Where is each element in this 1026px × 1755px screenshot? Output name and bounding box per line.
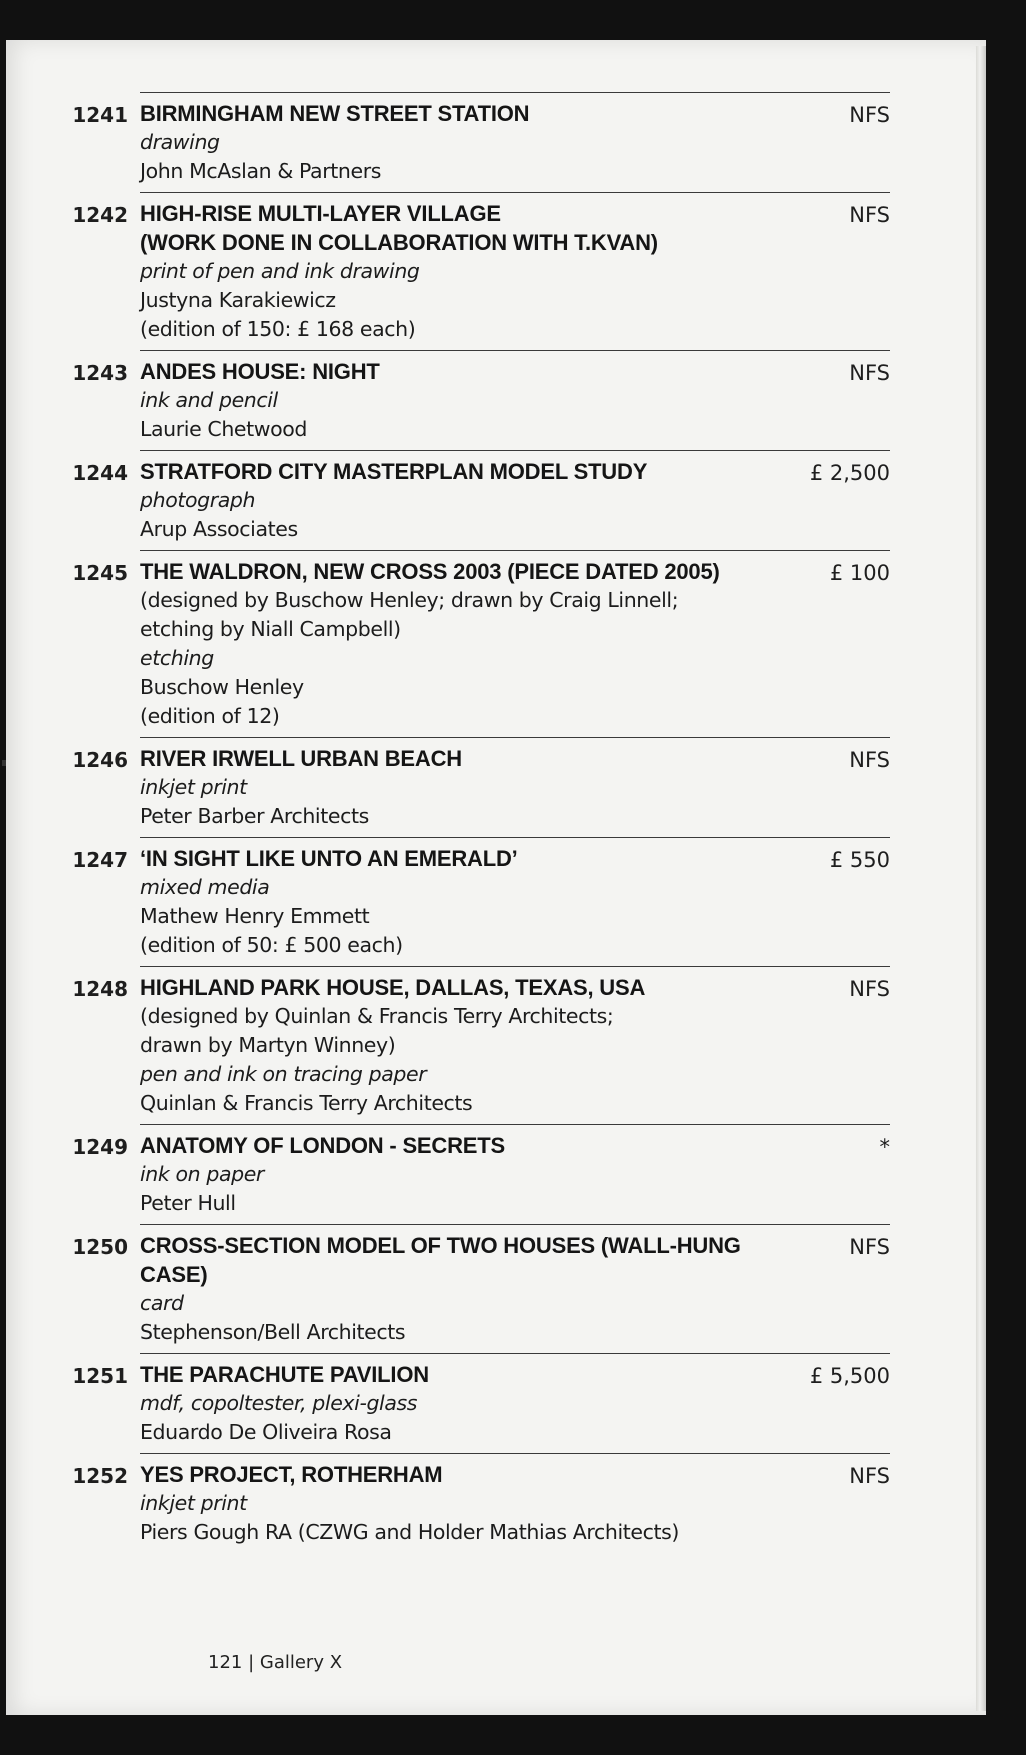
lot-number: 1249 — [72, 1135, 128, 1159]
entry-medium: ink on paper — [140, 1162, 264, 1186]
entry-author: Eduardo De Oliveira Rosa — [140, 1420, 392, 1444]
price: £ 100 — [829, 561, 890, 585]
entry-title: ‘IN SIGHT LIKE UNTO AN EMERALD’ — [140, 846, 518, 871]
catalogue-entry — [72, 737, 890, 837]
entry-author: Piers Gough RA (CZWG and Holder Mathias Architects) — [140, 1520, 680, 1544]
catalogue-entry — [72, 92, 890, 192]
price: NFS — [849, 748, 890, 772]
entry-medium: photograph — [140, 488, 256, 512]
entry-credit-note: (designed by Buschow Henley; drawn by Craig Linnell; — [140, 588, 679, 612]
lot-number: 1242 — [72, 203, 128, 227]
lot-number: 1250 — [72, 1235, 128, 1259]
entry-title: (WORK DONE IN COLLABORATION WITH T.KVAN) — [140, 230, 658, 255]
entry-author: Quinlan & Francis Terry Architects — [140, 1091, 473, 1115]
entry-title: HIGHLAND PARK HOUSE, DALLAS, TEXAS, USA — [140, 975, 646, 1000]
page-mark — [2, 760, 6, 766]
catalogue-entry — [72, 1124, 890, 1224]
entry-author: Buschow Henley — [140, 675, 304, 699]
price: NFS — [849, 103, 890, 127]
catalogue-entry — [72, 550, 890, 737]
entry-author: Peter Barber Architects — [140, 804, 369, 828]
page-edge — [976, 46, 986, 1711]
catalogue-entry — [72, 192, 890, 350]
price: NFS — [849, 977, 890, 1001]
entry-author: John McAslan & Partners — [140, 159, 382, 183]
entry-credit-note: drawn by Martyn Winney) — [140, 1033, 396, 1057]
catalogue-entries — [72, 92, 890, 1553]
entry-medium: pen and ink on tracing paper — [140, 1062, 427, 1086]
entry-title: ANATOMY OF LONDON - SECRETS — [140, 1133, 505, 1158]
price: NFS — [849, 1464, 890, 1488]
entry-medium: drawing — [140, 130, 220, 154]
lot-number: 1251 — [72, 1364, 128, 1388]
entry-author: Justyna Karakiewicz — [140, 288, 336, 312]
catalogue-entry — [72, 1453, 890, 1553]
entry-medium: inkjet print — [140, 775, 247, 799]
entry-medium: card — [140, 1291, 184, 1315]
entry-credit-note: etching by Niall Campbell) — [140, 617, 401, 641]
lot-number: 1244 — [72, 461, 128, 485]
lot-number: 1247 — [72, 848, 128, 872]
page-footer: 121 | Gallery X — [208, 1652, 343, 1673]
catalogue-entry — [72, 1224, 890, 1353]
entry-title: ANDES HOUSE: NIGHT — [140, 359, 380, 384]
entry-medium: inkjet print — [140, 1491, 247, 1515]
entry-title: STRATFORD CITY MASTERPLAN MODEL STUDY — [140, 459, 648, 484]
lot-number: 1246 — [72, 748, 128, 772]
entry-medium: print of pen and ink drawing — [140, 259, 420, 283]
catalogue-entry — [72, 450, 890, 550]
entry-author: Arup Associates — [140, 517, 298, 541]
entry-medium: mdf, copoltester, plexi-glass — [140, 1391, 418, 1415]
catalogue-entry — [72, 350, 890, 450]
entry-title: HIGH-RISE MULTI-LAYER VILLAGE — [140, 201, 501, 226]
entry-medium: etching — [140, 646, 214, 670]
entry-title: YES PROJECT, ROTHERHAM — [140, 1462, 443, 1487]
entry-title: RIVER IRWELL URBAN BEACH — [140, 746, 462, 771]
entry-medium: mixed media — [140, 875, 270, 899]
entry-title: BIRMINGHAM NEW STREET STATION — [140, 101, 530, 126]
price: £ 550 — [829, 848, 890, 872]
price: * — [879, 1135, 890, 1159]
catalogue-entry — [72, 1353, 890, 1453]
entry-author: Mathew Henry Emmett — [140, 904, 370, 928]
entry-medium: ink and pencil — [140, 388, 278, 412]
entry-title: THE WALDRON, NEW CROSS 2003 (PIECE DATED 2005) — [140, 559, 720, 584]
entry-author: Peter Hull — [140, 1191, 236, 1215]
entry-credit-note: (designed by Quinlan & Francis Terry Architects; — [140, 1004, 614, 1028]
lot-number: 1245 — [72, 561, 128, 585]
entry-author: Laurie Chetwood — [140, 417, 308, 441]
lot-number: 1248 — [72, 977, 128, 1001]
catalogue-entry — [72, 966, 890, 1124]
price: NFS — [849, 203, 890, 227]
price: £ 5,500 — [809, 1364, 890, 1388]
lot-number: 1241 — [72, 103, 128, 127]
price: £ 2,500 — [809, 461, 890, 485]
lot-number: 1243 — [72, 361, 128, 385]
catalogue-entry — [72, 837, 890, 966]
lot-number: 1252 — [72, 1464, 128, 1488]
entry-edition-note: (edition of 50: £ 500 each) — [140, 933, 403, 957]
price: NFS — [849, 361, 890, 385]
entry-edition-note: (edition of 12) — [140, 704, 280, 728]
entry-title: THE PARACHUTE PAVILION — [140, 1362, 429, 1387]
entry-edition-note: (edition of 150: £ 168 each) — [140, 317, 416, 341]
price: NFS — [849, 1235, 890, 1259]
entry-author: Stephenson/Bell Architects — [140, 1320, 406, 1344]
entry-title: CROSS-SECTION MODEL OF TWO HOUSES (WALL-HUNG CASE) — [140, 1233, 741, 1287]
